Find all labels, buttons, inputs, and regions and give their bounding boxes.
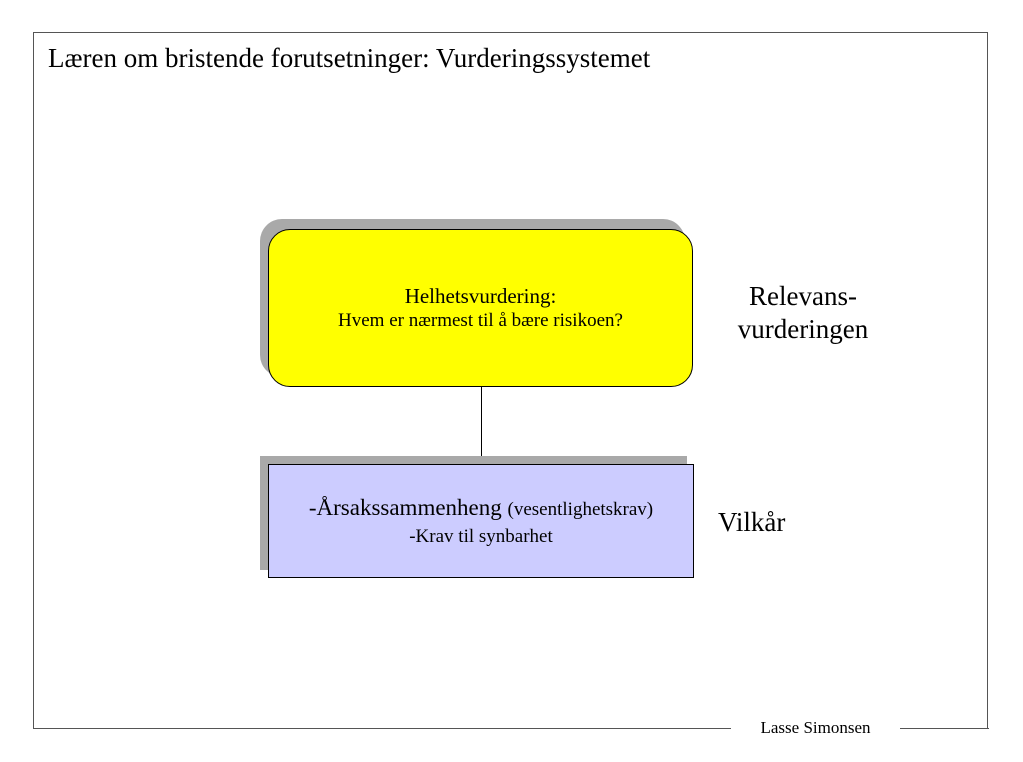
materiality-requirement: (vesentlighetskrav) (507, 498, 654, 520)
page-title: Læren om bristende forutsetninger: Vurderingssystemet (48, 43, 651, 73)
helhetsvurdering-heading: Helhetsvurdering: (404, 284, 557, 308)
footer-author: Lasse Simonsen (760, 718, 871, 737)
helhetsvurdering-box (268, 229, 693, 387)
relevance-label-line1: Relevans- (749, 281, 857, 311)
visibility-requirement: -Krav til synbarhet (409, 525, 553, 547)
footer-divider-left (33, 728, 731, 729)
causation-condition (309, 494, 653, 525)
relevance-label-line2: vurderingen (737, 314, 869, 344)
relevance-assessment-label (718, 280, 888, 346)
causation-label: -Årsakssammenheng (308, 494, 508, 520)
risk-question: Hvem er nærmest til å bære risikoen? (338, 310, 623, 331)
connector-line (481, 387, 482, 464)
conditions-box (268, 464, 694, 578)
conditions-label: Vilkår (718, 507, 786, 537)
footer-divider-right (900, 728, 989, 729)
